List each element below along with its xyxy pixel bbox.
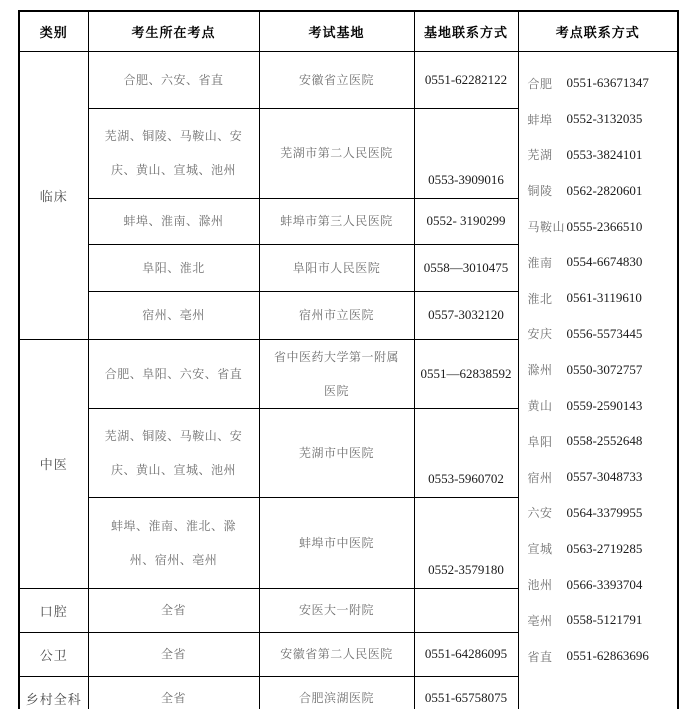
base-cell: 阜阳市人民医院 <box>259 244 414 291</box>
header-site-contact: 考点联系方式 <box>518 11 678 51</box>
contact-city: 六安 <box>527 506 553 521</box>
contact-line <box>528 567 676 603</box>
contact-city: 滁州 <box>527 363 553 378</box>
contact-phone: 0550-3072757 <box>566 361 643 377</box>
base-cell: 安徽省第二人民医院 <box>259 632 414 676</box>
contact-phone: 0558-2552648 <box>566 433 643 449</box>
contact-line <box>528 280 676 316</box>
contact-city: 黄山 <box>527 399 553 414</box>
contact-phone: 0551-63671347 <box>566 75 649 91</box>
base-phone-cell: 0552-3579180 <box>414 497 518 588</box>
locations-cell: 阜阳、淮北 <box>88 244 259 291</box>
contact-line <box>528 459 676 495</box>
base-cell: 合肥滨湖医院 <box>259 676 414 709</box>
site-contacts-cell <box>518 51 678 709</box>
header-exam-base: 考试基地 <box>259 11 414 51</box>
locations-cell: 合肥、六安、省直 <box>88 51 259 108</box>
base-cell: 芜湖市中医院 <box>259 408 414 497</box>
base-phone-cell: 0551—62838592 <box>414 339 518 408</box>
locations-cell: 宿州、亳州 <box>88 291 259 339</box>
contact-phone: 0566-3393704 <box>566 576 643 592</box>
contact-line <box>528 66 676 102</box>
contact-line <box>528 209 676 245</box>
locations-cell: 芜湖、铜陵、马鞍山、安庆、黄山、宣城、池州 <box>88 108 259 198</box>
contact-city: 阜阳 <box>527 434 553 449</box>
base-phone-cell: 0551-64286095 <box>414 632 518 676</box>
contact-city: 省直 <box>527 649 553 664</box>
contact-line <box>528 495 676 531</box>
locations-cell: 蚌埠、淮南、滁州 <box>88 198 259 244</box>
category-cell-rural-general: 乡村全科 <box>19 676 88 709</box>
base-phone-cell: 0553-3909016 <box>414 108 518 198</box>
base-phone-cell: 0558—3010475 <box>414 244 518 291</box>
base-phone-cell: 0551-65758075 <box>414 676 518 709</box>
header-exam-locations: 考生所在考点 <box>88 11 259 51</box>
locations-cell: 全省 <box>88 676 259 709</box>
contact-line <box>528 531 676 567</box>
contact-line <box>528 137 676 173</box>
contact-city: 宿州 <box>527 470 553 485</box>
contact-phone: 0552-3132035 <box>566 111 643 127</box>
base-phone-cell: 0553-5960702 <box>414 408 518 497</box>
contact-phone: 0558-5121791 <box>566 612 643 628</box>
base-phone-cell: 0557-3032120 <box>414 291 518 339</box>
contact-city: 淮南 <box>527 255 553 270</box>
contact-line <box>528 244 676 280</box>
contact-city: 池州 <box>527 578 553 593</box>
base-cell: 安徽省立医院 <box>259 51 414 108</box>
contact-line <box>528 388 676 424</box>
contact-phone: 0562-2820601 <box>566 182 643 198</box>
locations-cell: 全省 <box>88 632 259 676</box>
contact-city: 芜湖 <box>527 148 553 163</box>
contact-city: 淮北 <box>527 291 553 306</box>
base-cell: 宿州市立医院 <box>259 291 414 339</box>
base-phone-cell <box>414 588 518 632</box>
locations-cell: 全省 <box>88 588 259 632</box>
base-phone-cell: 0552- 3190299 <box>414 198 518 244</box>
contact-line <box>528 423 676 459</box>
locations-cell: 合肥、阜阳、六安、省直 <box>88 339 259 408</box>
locations-cell: 蚌埠、淮南、淮北、滁州、宿州、亳州 <box>88 497 259 588</box>
contact-city: 安庆 <box>527 327 553 342</box>
contact-line <box>528 638 676 674</box>
base-cell: 蚌埠市中医院 <box>259 497 414 588</box>
contact-phone: 0555-2366510 <box>566 218 643 234</box>
contact-phone: 0551-62863696 <box>566 648 649 664</box>
exam-contact-table <box>18 10 679 709</box>
base-cell: 蚌埠市第三人民医院 <box>259 198 414 244</box>
contact-phone: 0554-6674830 <box>566 254 643 270</box>
category-cell-public-health: 公卫 <box>19 632 88 676</box>
contact-phone: 0564-3379955 <box>566 504 643 520</box>
contact-city: 铜陵 <box>527 184 553 199</box>
category-cell-clinical: 临床 <box>19 51 88 339</box>
contact-phone: 0557-3048733 <box>566 469 643 485</box>
contact-phone: 0561-3119610 <box>566 290 642 306</box>
header-base-contact: 基地联系方式 <box>414 11 518 51</box>
contact-line <box>528 602 676 638</box>
contact-line <box>528 352 676 388</box>
table-row <box>19 51 678 108</box>
base-cell: 安医大一附院 <box>259 588 414 632</box>
header-row <box>19 11 678 51</box>
contact-line <box>528 101 676 137</box>
contact-line <box>528 173 676 209</box>
contact-city: 亳州 <box>527 613 553 628</box>
base-cell: 省中医药大学第一附属医院 <box>259 339 414 408</box>
category-cell-dental: 口腔 <box>19 588 88 632</box>
contact-city: 合肥 <box>527 76 553 91</box>
contact-city: 宣城 <box>527 542 553 557</box>
contact-line <box>528 316 676 352</box>
contact-phone: 0563-2719285 <box>566 540 643 556</box>
contact-city: 蚌埠 <box>527 112 553 127</box>
base-cell: 芜湖市第二人民医院 <box>259 108 414 198</box>
category-cell-tcm: 中医 <box>19 339 88 588</box>
locations-cell: 芜湖、铜陵、马鞍山、安庆、黄山、宣城、池州 <box>88 408 259 497</box>
base-phone-cell: 0551-62282122 <box>414 51 518 108</box>
contact-phone: 0556-5573445 <box>566 325 643 341</box>
header-category: 类别 <box>19 11 88 51</box>
contact-city: 马鞍山 <box>527 220 566 235</box>
contact-phone: 0559-2590143 <box>566 397 643 413</box>
contact-phone: 0553-3824101 <box>566 146 643 162</box>
